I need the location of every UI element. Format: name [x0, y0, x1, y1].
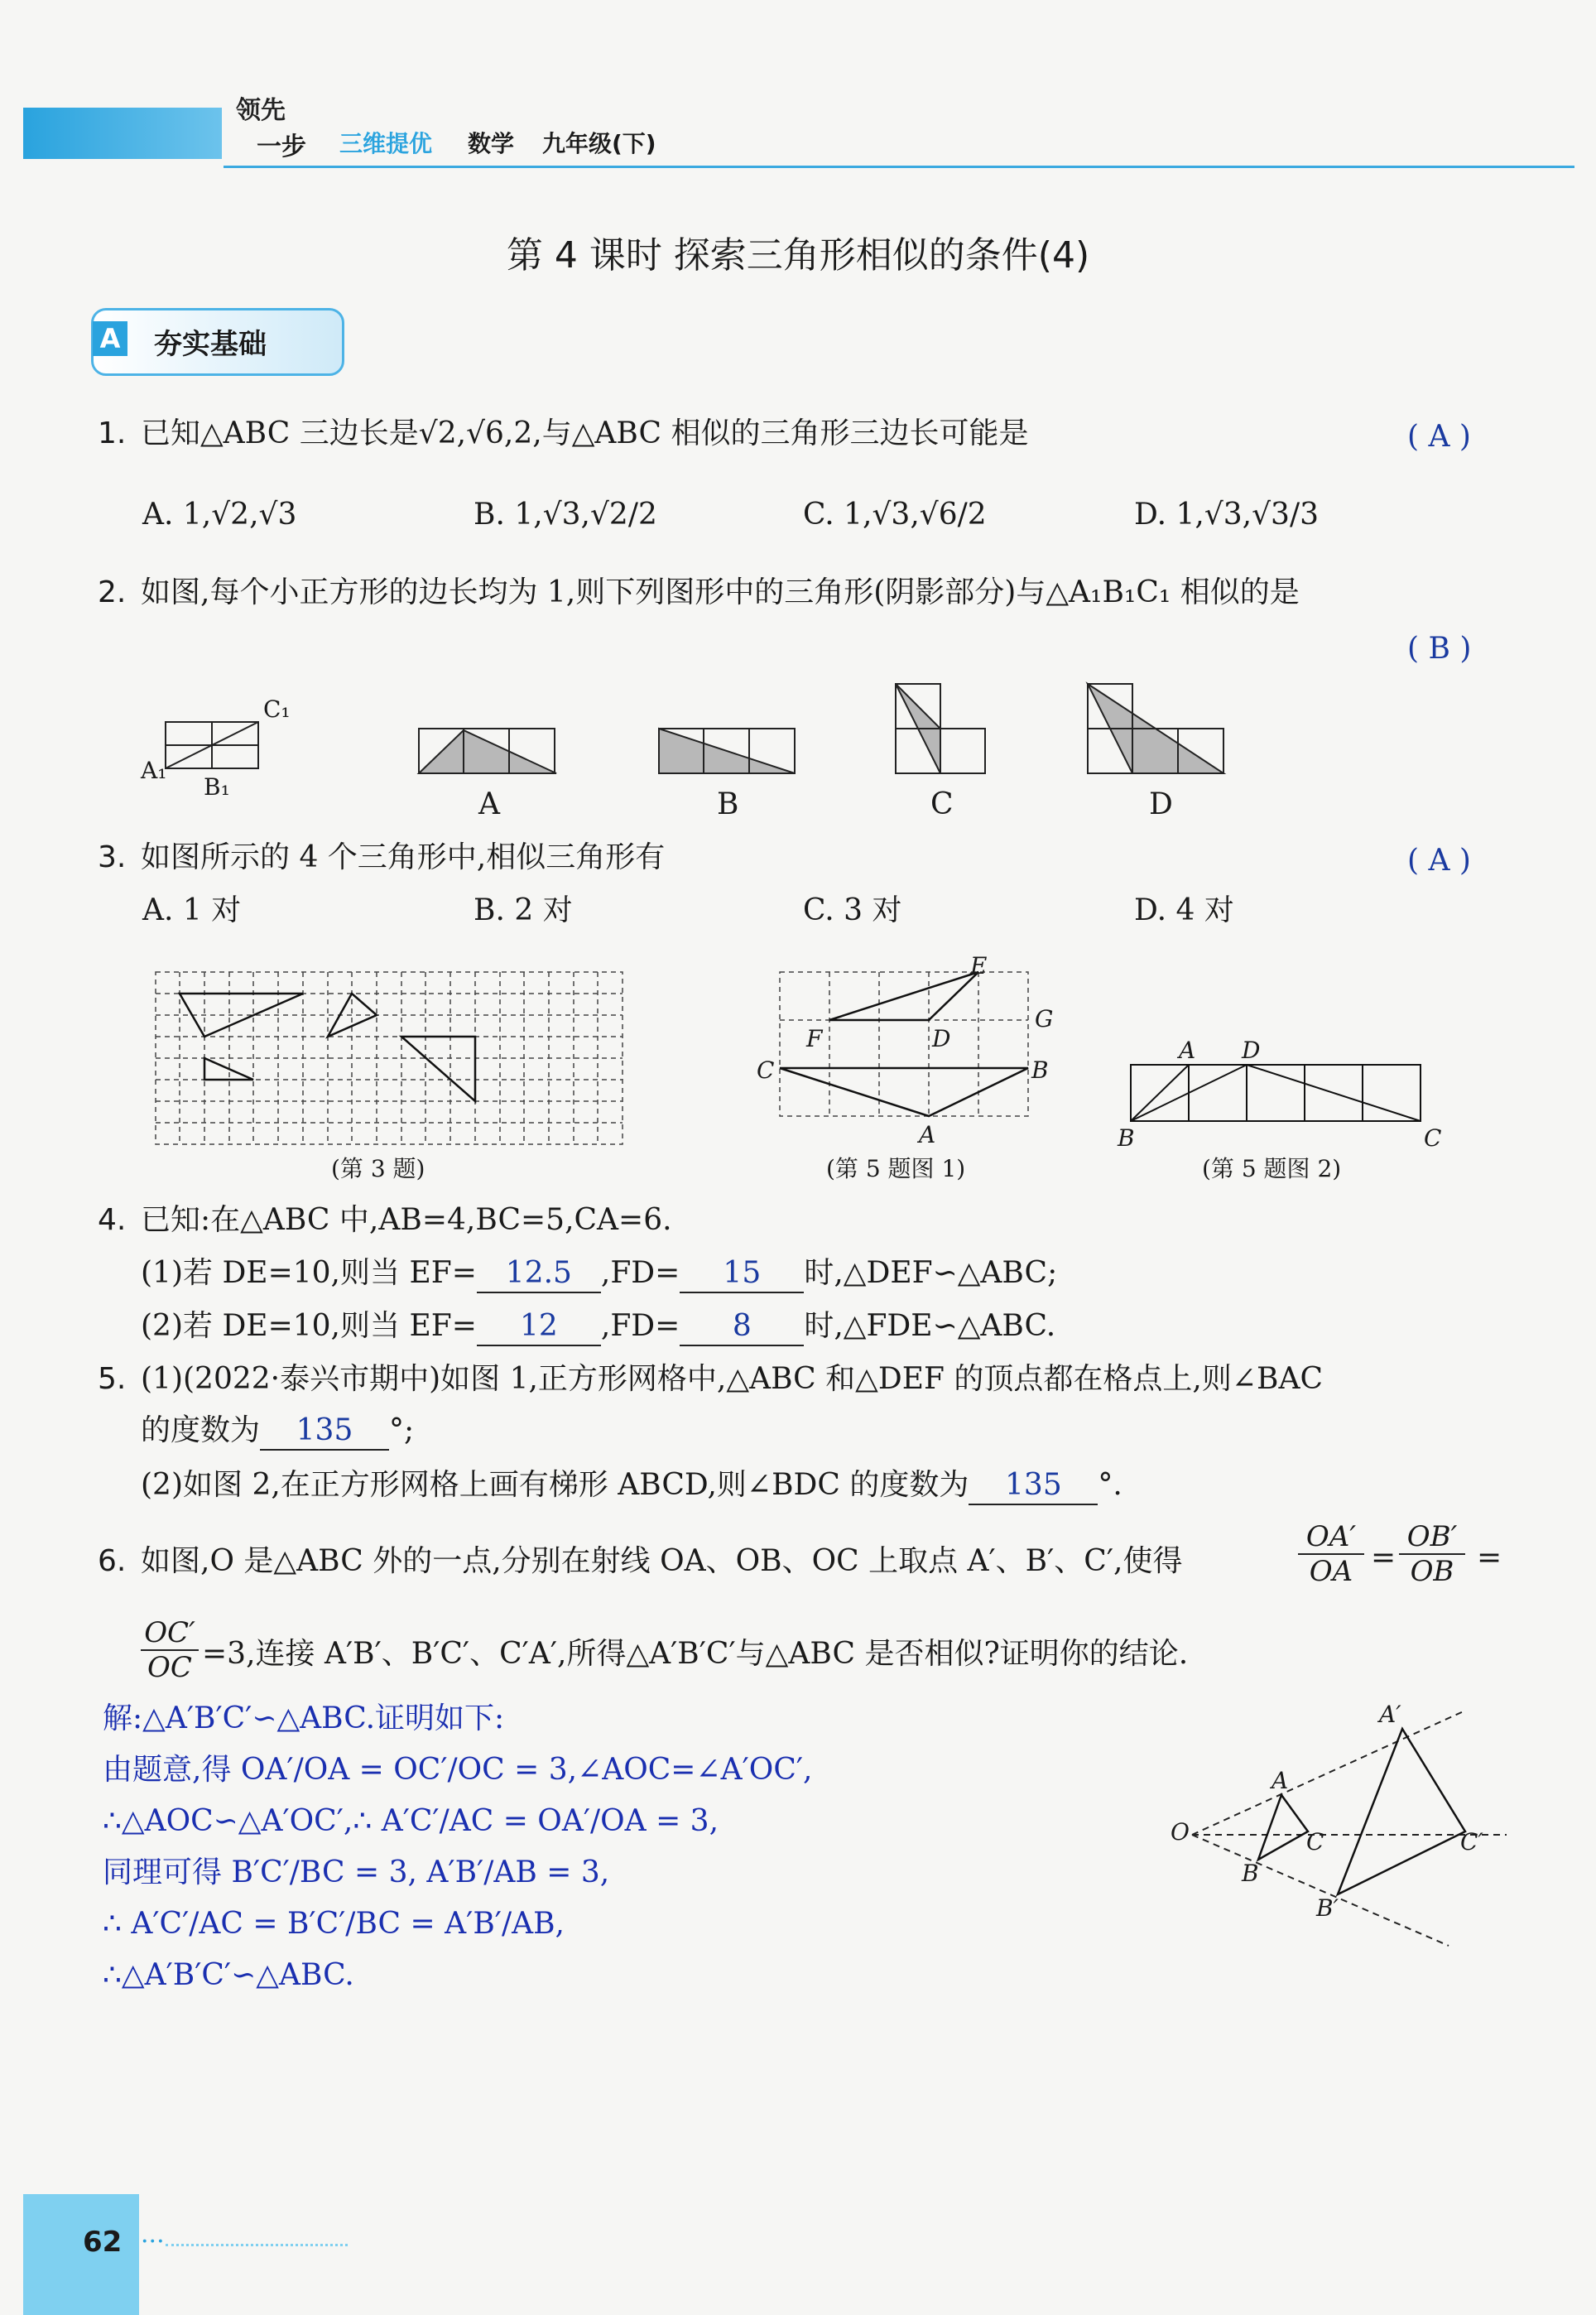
fig6-label-c: C: [1306, 1828, 1324, 1855]
q4-blank-ef-2[interactable]: 12: [477, 1308, 601, 1346]
solution-line-1: 解:△A′B′C′∽△ABC.证明如下:: [103, 1701, 505, 1735]
fig6-label-b-prime: B′: [1316, 1894, 1339, 1922]
q3-option-b: B. 2 对: [474, 893, 573, 927]
section-label: 夯实基础: [154, 328, 267, 361]
q1-option-b: B. 1,√3,√2/2: [474, 498, 657, 532]
q2-option-b-label: B: [717, 787, 739, 821]
q4-blank-fd-1[interactable]: 15: [680, 1255, 804, 1293]
section-letter: A: [93, 321, 127, 356]
q4-number: 4.: [98, 1203, 127, 1237]
page-number: 62: [83, 2226, 123, 2259]
q3-stem: 如图所示的 4 个三角形中,相似三角形有: [141, 840, 666, 874]
q3-number: 3.: [98, 840, 127, 874]
header-rule: [224, 166, 1574, 168]
q6-line2: =3,连接 A′B′、B′C′、C′A′,所得△A′B′C′与△ABC 是否相似?证明你的结论.: [202, 1637, 1189, 1671]
q2-option-c-label: C: [930, 787, 954, 821]
fig5-1-label-c: C: [757, 1056, 775, 1084]
q1-option-a: A. 1,√2,√3: [142, 498, 297, 532]
q5-number: 5.: [98, 1362, 127, 1396]
fig5-1-label-d: D: [932, 1025, 951, 1052]
grade: 九年级(下): [542, 130, 656, 157]
fig5-1-label-b: B: [1031, 1056, 1049, 1084]
fig5-2-label-c: C: [1424, 1124, 1442, 1152]
q5-part1-b: 的度数为 135 °;: [141, 1413, 414, 1451]
fig5-1-label-e: E: [970, 952, 988, 979]
fig6-label-o: O: [1171, 1818, 1190, 1846]
q2-option-a-label: A: [478, 787, 500, 821]
q4-stem: 已知:在△ABC 中,AB=4,BC=5,CA=6.: [141, 1203, 672, 1237]
q1-answer: ( A ): [1407, 420, 1471, 454]
fig6-label-a-prime: A′: [1379, 1701, 1401, 1728]
q3-answer: ( A ): [1407, 844, 1471, 878]
q6-eq2: =: [1477, 1541, 1502, 1575]
q1-option-d: D. 1,√3,√3/3: [1134, 498, 1319, 532]
page-title: 第 4 课时 探索三角形相似的条件(4): [506, 234, 1090, 277]
solution-line-2: 由题意,得 OA′/OA = OC′/OC = 3,∠AOC=∠A′OC′,: [103, 1753, 813, 1787]
fig5-1-label-f: F: [806, 1025, 823, 1052]
solution-line-3: ∴△AOC∽△A′OC′,∴ A′C′/AC = OA′/OA = 3,: [103, 1804, 719, 1838]
q3-option-c: C. 3 对: [803, 893, 902, 927]
q5-blank-1[interactable]: 135: [260, 1413, 389, 1451]
brand-top: 领先: [236, 96, 286, 125]
label-a1: A₁: [141, 757, 167, 784]
q4-blank-fd-2[interactable]: 8: [680, 1308, 804, 1346]
solution-line-4: 同理可得 B′C′/BC = 3, A′B′/AB = 3,: [103, 1855, 610, 1889]
q6-frac1: OA′ OA: [1298, 1520, 1364, 1588]
q6-frac3: OC′ OC: [141, 1616, 199, 1684]
q1-option-c: C. 1,√3,√6/2: [803, 498, 987, 532]
fig6-label-c-prime: C′: [1460, 1828, 1483, 1855]
solution-line-6: ∴△A′B′C′∽△ABC.: [103, 1958, 354, 1992]
q6-line1: 如图,O 是△ABC 外的一点,分别在射线 OA、OB、OC 上取点 A′、B′、C′,使得: [141, 1544, 1183, 1578]
fig5-2-caption: (第 5 题图 2): [1202, 1155, 1342, 1182]
q6-eq1: =: [1371, 1541, 1396, 1575]
fig5-1-label-a: A: [919, 1121, 936, 1148]
fig5-1-label-g: G: [1035, 1005, 1054, 1032]
subject: 数学: [468, 130, 515, 157]
fig5-2-label-d: D: [1242, 1037, 1261, 1064]
brand-bottom: 一步: [257, 132, 306, 161]
q2-option-d-label: D: [1149, 787, 1173, 821]
fig5-1-caption: (第 5 题图 1): [826, 1155, 966, 1182]
q1-number: 1.: [98, 416, 127, 450]
fig5-2-label-a: A: [1179, 1037, 1196, 1064]
solution-line-5: ∴ A′C′/AC = B′C′/BC = A′B′/AB,: [103, 1907, 565, 1941]
footer-dotline: [166, 2244, 348, 2246]
fig6-label-a: A: [1272, 1767, 1289, 1794]
q2-number: 2.: [98, 575, 127, 609]
page-dots: ···: [141, 2227, 165, 2256]
q3-option-d: D. 4 对: [1134, 893, 1234, 927]
q5-blank-2[interactable]: 135: [969, 1467, 1098, 1505]
q4-part2: (2)若 DE=10,则当 EF= 12 ,FD= 8 时,△FDE∽△ABC.: [141, 1308, 1055, 1346]
q2-stem: 如图,每个小正方形的边长均为 1,则下列图形中的三角形(阴影部分)与△A₁B₁C₁ 相似的是: [141, 575, 1300, 609]
fig3-caption: (第 3 题): [331, 1155, 425, 1182]
q4-blank-ef-1[interactable]: 12.5: [477, 1255, 601, 1293]
label-c1: C₁: [263, 695, 291, 723]
q6-frac2: OB′ OB: [1399, 1520, 1465, 1588]
series-name: 三维提优: [339, 130, 433, 157]
q1-stem: 已知△ABC 三边长是√2,√6,2,与△ABC 相似的三角形三边长可能是: [141, 416, 1029, 450]
header-band: [23, 108, 222, 159]
q4-part1: (1)若 DE=10,则当 EF= 12.5 ,FD= 15 时,△DEF∽△ABC;: [141, 1255, 1057, 1293]
q5-part2: (2)如图 2,在正方形网格上画有梯形 ABCD,则∠BDC 的度数为 135 °.: [141, 1467, 1122, 1505]
q2-answer: ( B ): [1407, 632, 1472, 666]
q5-part1: (1)(2022·泰兴市期中)如图 1,正方形网格中,△ABC 和△DEF 的顶点都在格点上,则∠BAC: [141, 1362, 1324, 1396]
fig6-label-b: B: [1242, 1860, 1259, 1887]
q3-option-a: A. 1 对: [142, 893, 242, 927]
fig5-2-label-b: B: [1118, 1124, 1135, 1152]
label-b1: B₁: [204, 773, 230, 801]
q6-number: 6.: [98, 1544, 127, 1578]
